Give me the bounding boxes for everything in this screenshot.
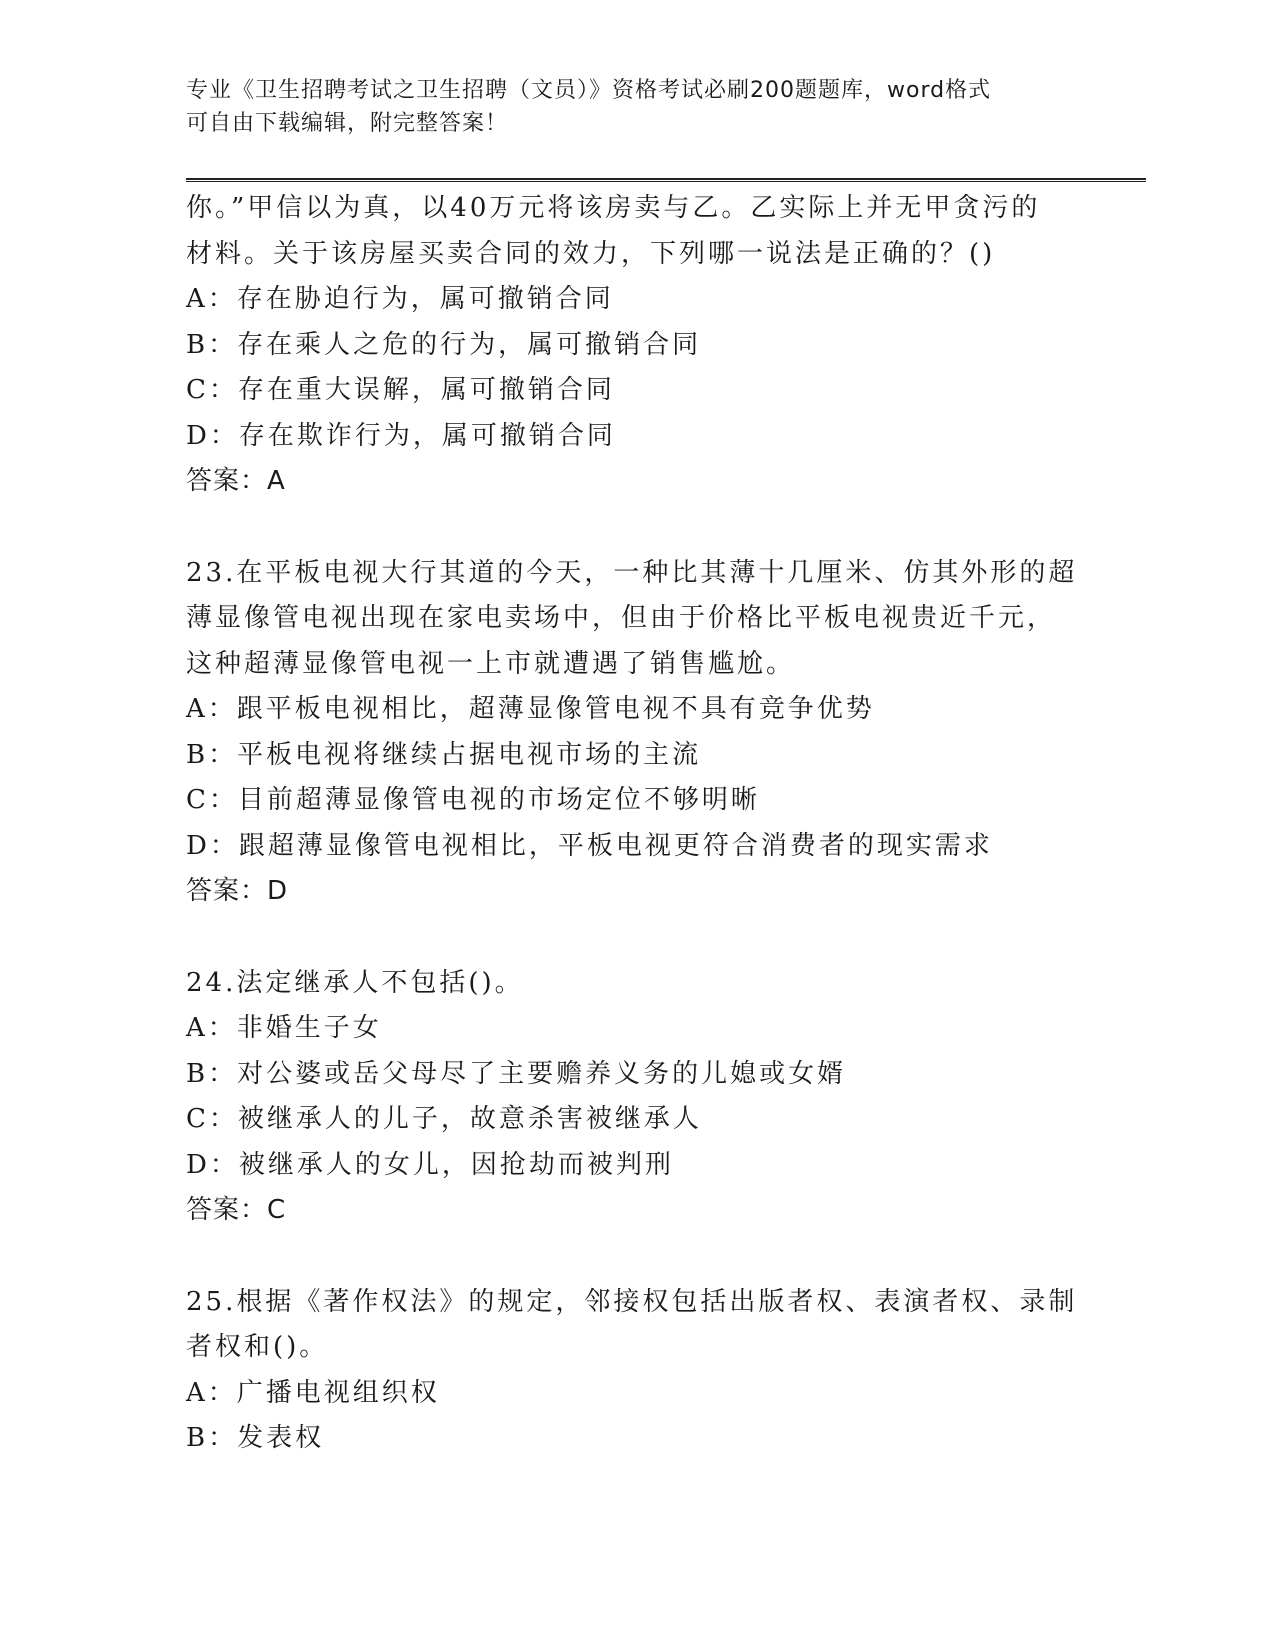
question-content [186, 186, 1186, 1462]
question-text-line: 薄显像管电视出现在家电卖场中，但由于价格比平板电视贵近千元， [186, 603, 1057, 633]
question-block-24 [186, 961, 1186, 1234]
option-d: D：存在欺诈行为，属可撤销合同 [186, 420, 616, 451]
question-text-line: 者权和()。 [186, 1332, 329, 1362]
answer-label: 答案：C [186, 1195, 287, 1225]
question-text-line: 你。”甲信以为真，以40万元将该房卖与乙。乙实际上并无甲贪污的 [186, 193, 1041, 223]
option-c: C：目前超薄显像管电视的市场定位不够明晰 [186, 785, 760, 815]
answer-label: 答案：D [186, 876, 289, 906]
question-block-23 [186, 551, 1186, 915]
question-block-25 [186, 1280, 1186, 1462]
option-a: A：非婚生子女 [186, 1013, 382, 1043]
question-block-continued [186, 186, 1186, 505]
option-d: D：跟超薄显像管电视相比，平板电视更符合消费者的现实需求 [186, 830, 993, 861]
question-text-line: 25.根据《著作权法》的规定，邻接权包括出版者权、表演者权、录制 [186, 1286, 1078, 1317]
page-header [186, 74, 1086, 140]
question-text-line: 24.法定继承人不包括()。 [186, 967, 524, 998]
option-a: A：跟平板电视相比，超薄显像管电视不具有竞争优势 [186, 694, 875, 724]
header-divider [186, 178, 1146, 182]
option-b: B：存在乘人之危的行为，属可撤销合同 [186, 329, 702, 360]
option-b: B：平板电视将继续占据电视市场的主流 [186, 739, 702, 770]
option-b: B：对公婆或岳父母尽了主要赡养义务的儿媳或女婿 [186, 1058, 847, 1089]
question-text-line: 这种超薄显像管电视一上市就遭遇了销售尴尬。 [186, 648, 796, 679]
option-c: C：被继承人的儿子，故意杀害被继承人 [186, 1104, 702, 1134]
spacer [186, 915, 1186, 961]
spacer [186, 1234, 1186, 1280]
option-a: A：存在胁迫行为，属可撤销合同 [186, 284, 614, 314]
option-b: B：发表权 [186, 1423, 325, 1453]
header-line-1: 专业《卫生招聘考试之卫生招聘（文员）》资格考试必刷200题题库，word格式 [186, 78, 992, 103]
spacer [186, 505, 1186, 551]
option-a: A：广播电视组织权 [186, 1377, 440, 1408]
header-line-2: 可自由下载编辑，附完整答案！ [186, 111, 509, 136]
option-c: C：存在重大误解，属可撤销合同 [186, 375, 615, 405]
question-text-line: 23.在平板电视大行其道的今天，一种比其薄十几厘米、仿其外形的超 [186, 557, 1078, 588]
option-d: D：被继承人的女儿，因抢劫而被判刑 [186, 1149, 674, 1180]
question-text-line: 材料。关于该房屋买卖合同的效力，下列哪一说法是正确的？() [186, 238, 996, 269]
answer-label: 答案：A [186, 466, 286, 496]
